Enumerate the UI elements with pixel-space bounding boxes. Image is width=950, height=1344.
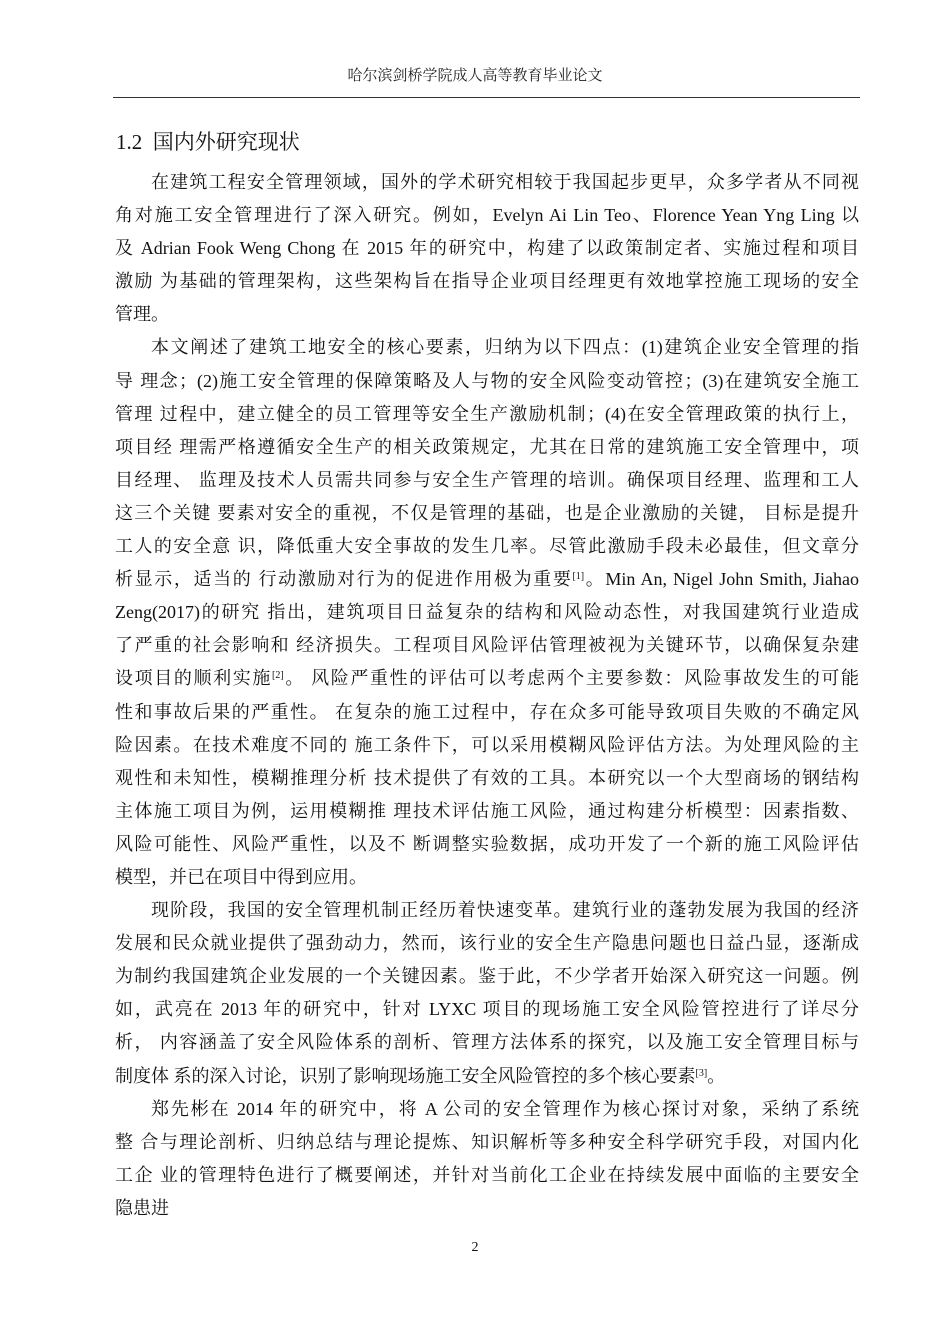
paragraph-line bbox=[115, 1093, 859, 1126]
paragraph-line bbox=[115, 232, 859, 265]
text-run: 风险可能性、风险严重性，以及不 断调整实验数据，成功开发了一个新的施工风险评估 bbox=[115, 833, 859, 854]
paragraph-line bbox=[115, 795, 859, 828]
text-run: 为制约我国建筑企业发展的一个关键因素。鉴于此，不少学者开始深入研究这一问题。例 bbox=[115, 966, 859, 987]
paragraph-line bbox=[115, 331, 859, 364]
paragraph-line bbox=[115, 431, 859, 464]
paragraph-line bbox=[115, 861, 859, 894]
paragraph-line bbox=[115, 265, 859, 298]
paragraph-line bbox=[115, 828, 859, 861]
paragraph-line bbox=[115, 563, 859, 596]
text-run: 性和事故后果的严重性。 在复杂的施工过程中，存在众多可能导致项目失败的不确定风 bbox=[115, 701, 859, 722]
text-run: 制度体 系的深入讨论，识别了影响现场施工安全风险管控的多个核心要素 bbox=[115, 1065, 696, 1086]
paragraph-line bbox=[115, 1159, 859, 1192]
paragraph-line bbox=[115, 1060, 859, 1093]
text-run: 发展和民众就业提供了强劲动力，然而，该行业的安全生产隐患问题也日益凸显，逐渐成 bbox=[115, 933, 859, 954]
text-run: 导 理念；(2)施工安全管理的保障策略及人与物的安全风险变动管控；(3)在建筑安全施工 bbox=[115, 370, 859, 391]
citation-ref: [2] bbox=[272, 670, 284, 682]
text-run: 郑先彬在 2014 年的研究中，将 A 公司的安全管理作为核心探讨对象，采纳了系统 bbox=[151, 1098, 859, 1119]
citation-ref: [3] bbox=[695, 1067, 708, 1079]
text-run: Zeng(2017)的研究 指出，建筑项目日益复杂的结构和风险动态性，对我国建筑行业造成 bbox=[115, 602, 859, 623]
paragraph-line bbox=[115, 166, 859, 199]
paragraph-line bbox=[115, 1192, 859, 1225]
paragraph-line bbox=[115, 729, 859, 762]
text-run: 项目经 理需严格遵循安全生产的相关政策规定，尤其在日常的建筑施工安全管理中，项 bbox=[115, 436, 859, 457]
text-run: 了严重的社会影响和 经济损失。工程项目风险评估管理被视为关键环节，以确保复杂建 bbox=[115, 635, 859, 656]
text-run: 激励 为基础的管理架构，这些架构旨在指导企业项目经理更有效地掌控施工现场的安全 bbox=[115, 271, 859, 292]
text-run: 角对施工安全管理进行了深入研究。例如，Evelyn Ai Lin Teo、Florence Yean Yng Ling 以 bbox=[115, 205, 859, 226]
paragraph-line bbox=[115, 398, 859, 431]
paragraph-line bbox=[115, 464, 859, 497]
text-run: 整 合与理论剖析、归纳总结与理论提炼、知识解析等多种安全科学研究手段，对国内化 bbox=[115, 1131, 859, 1152]
section-title: 国内外研究现状 bbox=[152, 130, 300, 154]
text-run: 管理。 bbox=[115, 304, 169, 325]
citation-ref: [1] bbox=[572, 571, 585, 583]
text-run: 。 bbox=[707, 1065, 726, 1086]
paragraph-line bbox=[115, 629, 859, 662]
text-run: 隐患进 bbox=[115, 1197, 169, 1218]
text-run: 管理 过程中，建立健全的员工管理等安全生产激励机制；(4)在安全管理政策的执行上， bbox=[115, 403, 859, 424]
paragraph-line bbox=[115, 298, 859, 331]
paragraph-line bbox=[115, 762, 859, 795]
text-run: 本文阐述了建筑工地安全的核心要素，归纳为以下四点：(1)建筑企业安全管理的指 bbox=[151, 337, 859, 358]
text-run: 主体施工项目为例，运用模糊推 理技术评估施工风险，通过构建分析模型：因素指数、 bbox=[115, 800, 859, 821]
text-run: 工企 业的管理特色进行了概要阐述，并针对当前化工企业在持续发展中面临的主要安全 bbox=[115, 1164, 859, 1185]
text-run: 析显示，适当的 行动激励对行为的促进作用极为重要 bbox=[115, 569, 573, 590]
section-heading bbox=[116, 126, 300, 156]
paragraph-line bbox=[115, 993, 859, 1026]
paragraph-line bbox=[115, 662, 859, 695]
paragraph-line bbox=[115, 199, 859, 232]
text-run: 工人的安全意 识，降低重大安全事故的发生几率。尽管此激励手段未必最佳，但文章分 bbox=[115, 536, 859, 557]
text-run: 模型，并已在项目中得到应用。 bbox=[115, 866, 367, 887]
text-run: 设项目的顺利实施 bbox=[115, 668, 273, 689]
paragraph-line bbox=[115, 530, 859, 563]
paragraph-line bbox=[115, 1026, 859, 1059]
paragraph-line bbox=[115, 596, 859, 629]
text-run: 。Min An, Nigel John Smith, Jiahao bbox=[584, 569, 859, 590]
body-text bbox=[115, 166, 859, 1225]
text-run: 在建筑工程安全管理领域，国外的学术研究相较于我国起步更早，众多学者从不同视 bbox=[151, 172, 859, 192]
text-run: 目经理、 监理及技术人员需共同参与安全生产管理的培训。确保项目经理、监理和工人 bbox=[115, 469, 859, 490]
text-run: 现阶段，我国的安全管理机制正经历着快速变革。建筑行业的蓬勃发展为我国的经济 bbox=[151, 900, 859, 921]
section-number: 1.2 bbox=[116, 130, 143, 154]
paragraph-line bbox=[115, 894, 859, 927]
text-run: 。 风险严重性的评估可以考虑两个主要参数：风险事故发生的可能 bbox=[283, 668, 859, 689]
paragraph-line bbox=[115, 927, 859, 960]
text-run: 险因素。在技术难度不同的 施工条件下，可以采用模糊风险评估方法。为处理风险的主 bbox=[115, 734, 859, 755]
header-rule bbox=[113, 97, 860, 98]
paragraph-line bbox=[115, 365, 859, 398]
paragraph-line bbox=[115, 1126, 859, 1159]
running-header: 哈尔滨剑桥学院成人高等教育毕业论文 bbox=[347, 68, 603, 84]
text-run: 这三个关键 要素对安全的重视，不仅是管理的基础，也是企业激励的关键， 目标是提升 bbox=[115, 502, 859, 523]
paragraph-line bbox=[115, 960, 859, 993]
page-number: 2 bbox=[471, 1240, 479, 1255]
text-run: 观性和未知性，模糊推理分析 技术提供了有效的工具。本研究以一个大型商场的钢结构 bbox=[115, 767, 859, 788]
paragraph-line bbox=[115, 696, 859, 729]
paragraph-line bbox=[115, 497, 859, 530]
text-run: 及 Adrian Fook Weng Chong 在 2015 年的研究中，构建了以政策制定者、实施过程和项目 bbox=[115, 238, 859, 259]
text-run: 如，武亮在 2013 年的研究中，针对 LYXC 项目的现场施工安全风险管控进行了详尽分 bbox=[115, 999, 859, 1020]
text-run: 析， 内容涵盖了安全风险体系的剖析、管理方法体系的探究，以及施工安全管理目标与 bbox=[115, 1032, 859, 1053]
